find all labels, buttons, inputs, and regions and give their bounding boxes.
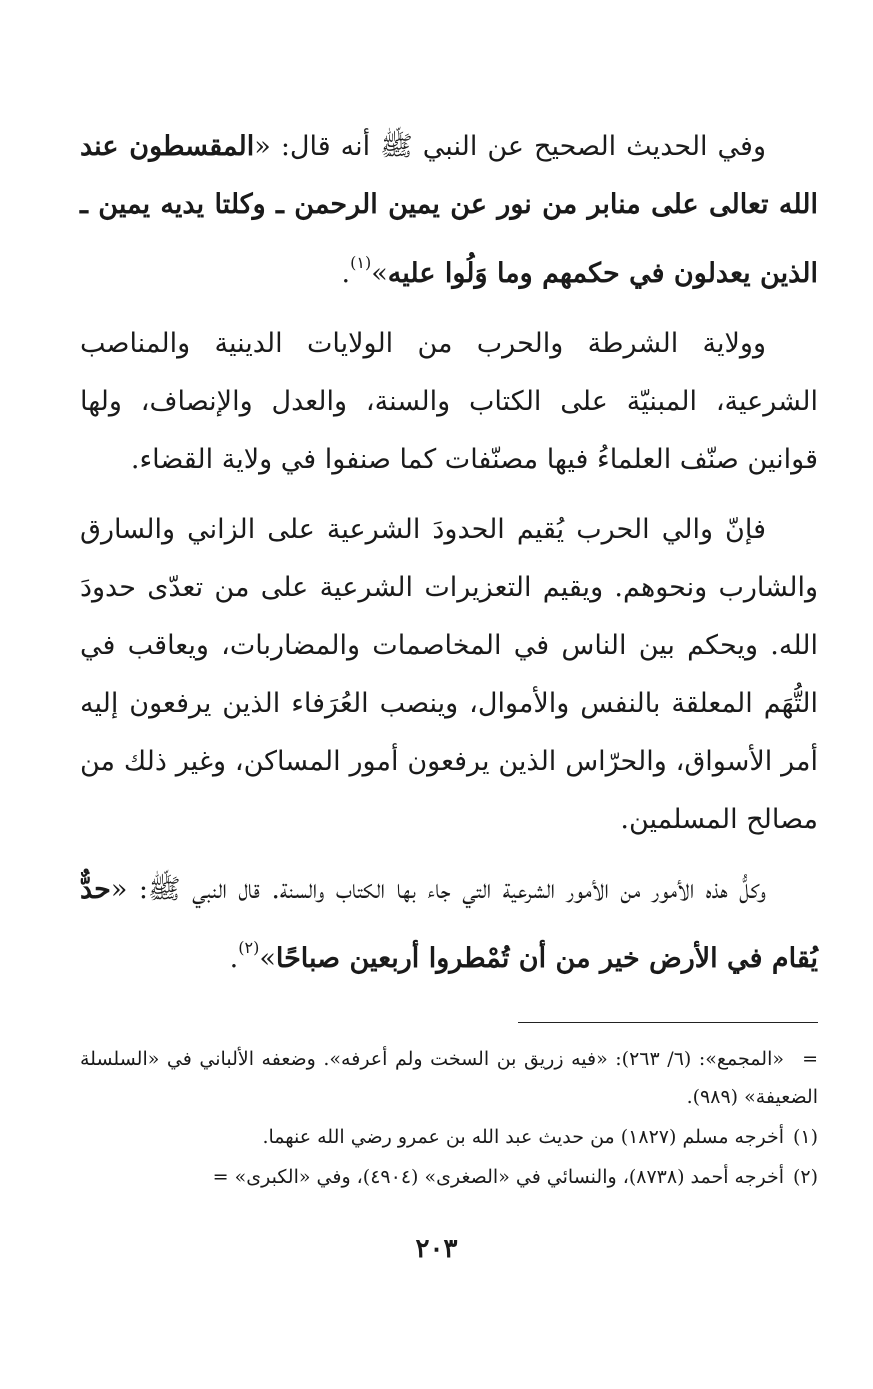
footnote-ref-2: (٢) bbox=[238, 938, 260, 957]
footnote-mark: (٢) bbox=[792, 1166, 818, 1188]
paragraph-end: . bbox=[229, 943, 239, 974]
paragraph-hadith-muqsitun bbox=[80, 118, 818, 303]
hadith-quote: المقسطون عند الله تعالى على منابر من نور عن يمين الرحمن ـ وكلتا يديه يمين ـ الذين يعدلون في حكمهم وما وَلُوا عليه bbox=[80, 131, 818, 289]
footnote-continued bbox=[80, 1040, 818, 1116]
paragraph-text: وولاية الشرطة والحرب من الولايات الدينية والمناصب الشرعية، المبنيّة على الكتاب والسنة، والعدل والإنصاف، ولها قوانين صنّف العلماءُ فيها مصنّفات كما صنفوا في ولاية القضاء. bbox=[80, 328, 818, 475]
paragraph-text: فإنّ والي الحرب يُقيم الحدودَ الشرعية على الزاني والسارق والشارب ونحوهم. ويقيم التعزيرات الشرعية على من تعدّى حدودَ الله. ويحكم بين الناس في المخاصمات والمضاربات، ويعاقب في التُّهَم المعلقة بالنفس والأموال، وينصب العُرَفاء الذين يرفعون إليه أمر الأسواق، والحرّاس الذين يرفعون أمور المساكن، وغير ذلك من مصالح المسلمين. bbox=[80, 514, 818, 835]
footnote-1 bbox=[80, 1118, 818, 1156]
footnote-mark: = bbox=[802, 1048, 818, 1070]
footnote-2 bbox=[80, 1158, 818, 1196]
paragraph-war-governor bbox=[80, 501, 818, 849]
footnote-ref-1: (١) bbox=[350, 253, 372, 272]
paragraph-intro: وفي الحديث الصحيح عن النبي ﷺ أنه قال: « bbox=[254, 131, 767, 162]
quote-close: » bbox=[371, 258, 388, 289]
paragraph-hadd-hadith bbox=[80, 861, 818, 988]
footnote-text: «المجمع»: (٦/ ٢٦٣): «فيه زريق بن السخت ولم أعرفه». وضعفه الألباني في «السلسلة الضعيفة» (٩٨٩). bbox=[80, 1048, 818, 1108]
main-text bbox=[80, 118, 818, 1000]
footnotes bbox=[80, 1040, 818, 1198]
hadith-quote: حدٌّ يُقام في الأرض خير من أن تُمْطروا أربعين صباحًا bbox=[80, 874, 818, 974]
footnote-mark: (١) bbox=[792, 1126, 818, 1148]
paragraph-intro: وكلُّ هذه الأمور من الأمور الشرعية التي جاء بها الكتاب والسنة. قال النبي ﷺ: « bbox=[110, 874, 766, 905]
paragraph-end: . bbox=[341, 258, 351, 289]
page-number: ٢٠٣ bbox=[415, 1234, 458, 1264]
paragraph-police-wilaya bbox=[80, 315, 818, 489]
footnote-text: أخرجه مسلم (١٨٢٧) من حديث عبد الله بن عمرو رضي الله عنهما. bbox=[262, 1126, 784, 1148]
footnote-text: أخرجه أحمد (٨٧٣٨)، والنسائي في «الصغرى» (٤٩٠٤)، وفي «الكبرى» = bbox=[212, 1166, 784, 1188]
quote-close: » bbox=[259, 943, 276, 974]
footnote-separator bbox=[518, 1022, 818, 1023]
